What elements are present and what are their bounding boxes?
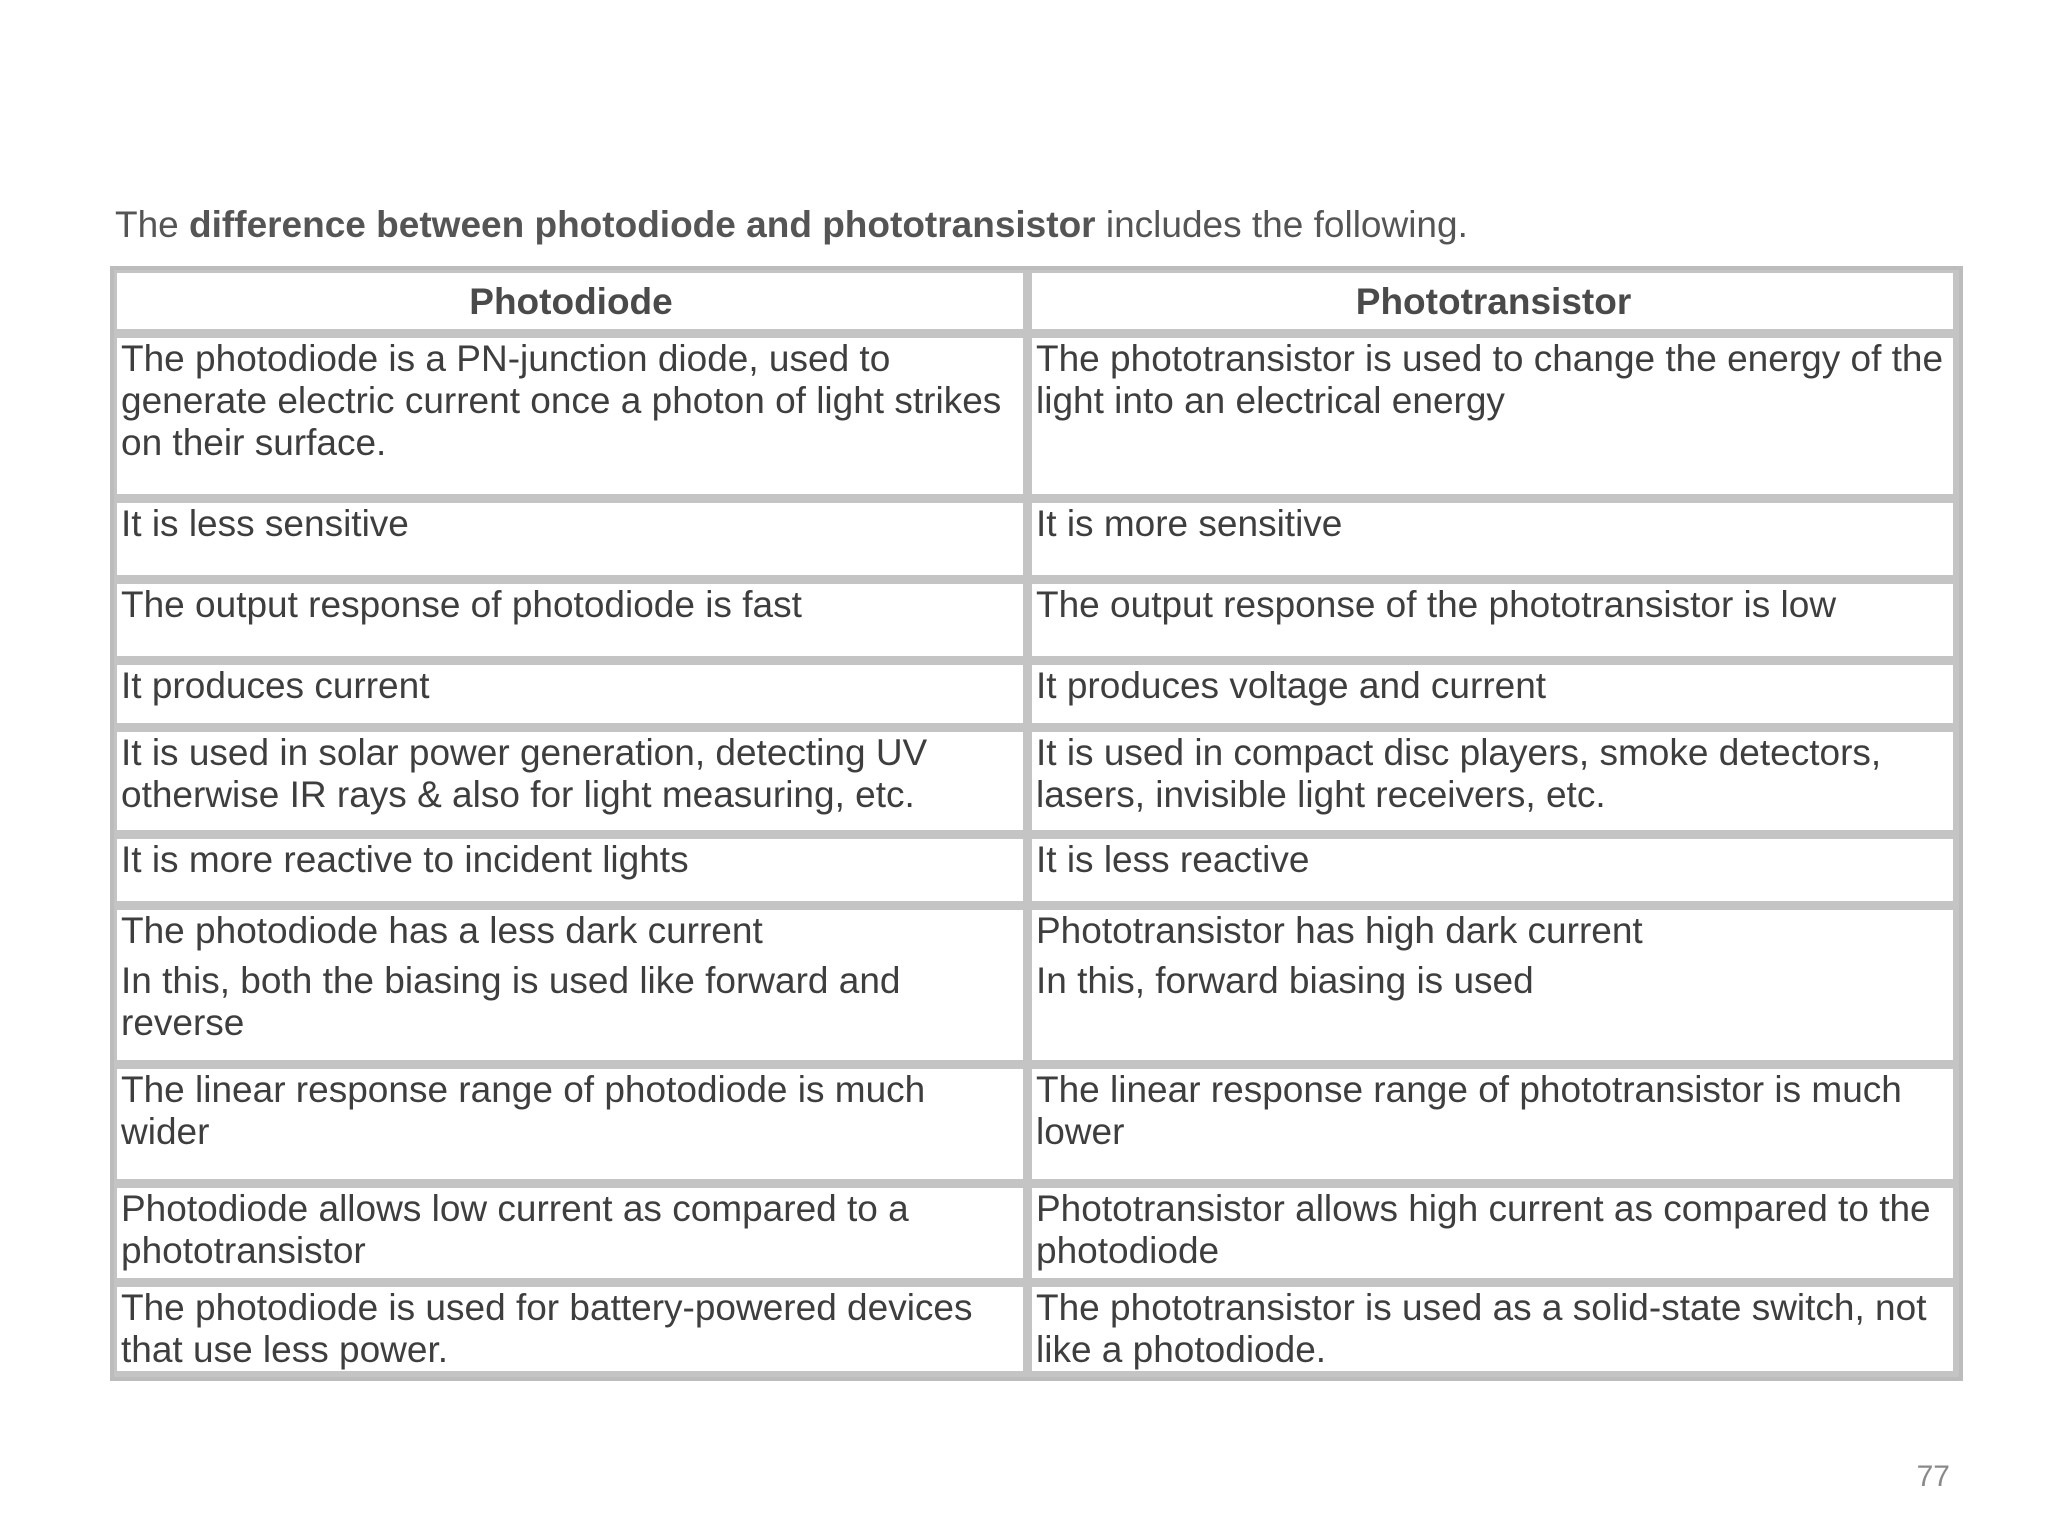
cell-photodiode: [114, 907, 1029, 1066]
cell-photodiode: [114, 335, 1029, 500]
cell-photodiode: [114, 662, 1029, 729]
table-body: [114, 335, 1959, 1377]
header-photodiode: Photodiode: [114, 270, 1029, 335]
cell-text: It produces current: [121, 665, 430, 706]
cell-text: Phototransistor allows high current as compared to the photodiode: [1036, 1188, 1931, 1271]
cell-text: In this, forward biasing is used: [1036, 960, 1534, 1001]
cell-text: It is more sensitive: [1036, 503, 1343, 544]
cell-text: The photodiode has a less dark current: [121, 910, 763, 951]
intro-sentence: [115, 198, 1468, 252]
cell-phototransistor: [1029, 836, 1959, 907]
table-row: [114, 836, 1959, 907]
cell-text: It produces voltage and current: [1036, 665, 1547, 706]
cell-text: The linear response range of phototransistor is much lower: [1036, 1069, 1902, 1152]
comparison-table: [110, 266, 1963, 1381]
cell-text: It is used in solar power generation, detecting UV otherwise IR rays & also for light measuring, etc.: [121, 732, 928, 815]
page-number: 77: [1916, 1460, 1950, 1493]
intro-before: The: [115, 204, 190, 245]
cell-text: It is less sensitive: [121, 503, 409, 544]
table-row: [114, 907, 1959, 1066]
cell-text: The phototransistor is used to change the energy of the light into an electrical energy: [1036, 338, 1944, 421]
table-row: [114, 1066, 1959, 1185]
cell-photodiode: [114, 1185, 1029, 1284]
line-gap: [1036, 952, 1951, 960]
cell-phototransistor: [1029, 1066, 1959, 1185]
table-row: [114, 1185, 1959, 1284]
table-row: [114, 500, 1959, 581]
cell-phototransistor: [1029, 729, 1959, 836]
cell-phototransistor: [1029, 662, 1959, 729]
cell-text: Photodiode allows low current as compared to a phototransistor: [121, 1188, 909, 1271]
cell-phototransistor: [1029, 1284, 1959, 1377]
intro-after: includes the following.: [1095, 204, 1468, 245]
cell-text: The photodiode is a PN-junction diode, used to generate electric current once a photon of light strikes on their surface.: [121, 338, 1002, 463]
cell-text: It is more reactive to incident lights: [121, 839, 689, 880]
cell-text: The output response of the phototransistor is low: [1036, 584, 1837, 625]
cell-text: It is less reactive: [1036, 839, 1310, 880]
table-row: [114, 581, 1959, 662]
table-row: [114, 662, 1959, 729]
cell-phototransistor: [1029, 500, 1959, 581]
table-header-row: [114, 270, 1959, 335]
cell-text: The linear response range of photodiode is much wider: [121, 1069, 926, 1152]
cell-text: The output response of photodiode is fast: [121, 584, 802, 625]
cell-photodiode: [114, 1284, 1029, 1377]
header-phototransistor: Phototransistor: [1029, 270, 1959, 335]
intro-bold: difference between photodiode and phototransistor: [189, 204, 1096, 245]
cell-text: The photodiode is used for battery-powered devices that use less power.: [121, 1287, 973, 1370]
cell-photodiode: [114, 581, 1029, 662]
cell-photodiode: [114, 1066, 1029, 1185]
cell-phototransistor: [1029, 335, 1959, 500]
table-row: [114, 729, 1959, 836]
cell-text: It is used in compact disc players, smoke detectors, lasers, invisible light receivers, etc.: [1036, 732, 1882, 815]
cell-text: In this, both the biasing is used like forward and reverse: [121, 960, 901, 1043]
cell-phototransistor: [1029, 1185, 1959, 1284]
cell-text: The phototransistor is used as a solid-state switch, not like a photodiode.: [1036, 1287, 1927, 1370]
cell-photodiode: [114, 500, 1029, 581]
cell-photodiode: [114, 729, 1029, 836]
table-row: [114, 1284, 1959, 1377]
line-gap: [121, 952, 1021, 960]
cell-phototransistor: [1029, 581, 1959, 662]
cell-phototransistor: [1029, 907, 1959, 1066]
table-row: [114, 335, 1959, 500]
cell-text: Phototransistor has high dark current: [1036, 910, 1643, 951]
cell-photodiode: [114, 836, 1029, 907]
